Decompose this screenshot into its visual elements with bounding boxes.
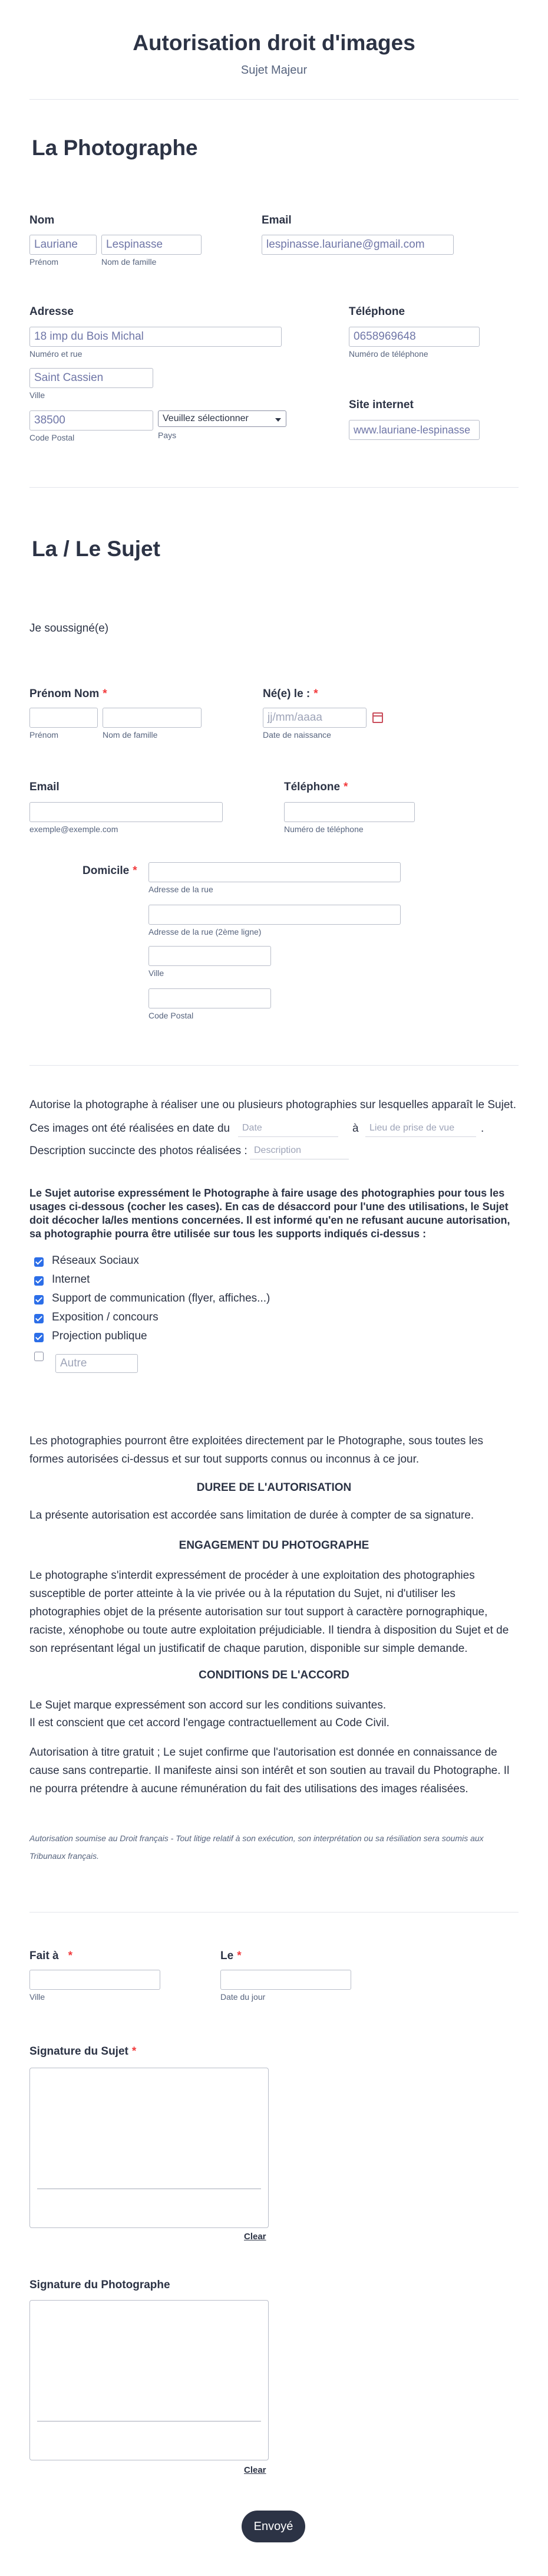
option-exposition-checkbox[interactable]	[34, 1314, 44, 1323]
conditions-para1: Les photographies pourront être exploitées directement par le Photographe, sous toutes les formes autorisées ci-dessus et sur tout supports connus ou inconnus à ce jour.	[29, 1435, 483, 1466]
photographe-first-name-hint: Prénom	[29, 257, 59, 267]
sujet-dob-label: Né(e) le : *	[263, 688, 318, 700]
sujet-email-hint: exemple@exemple.com	[29, 824, 118, 834]
photographe-nom-label: Nom	[29, 214, 55, 226]
autorisation-desc-placeholder: Description	[254, 1145, 302, 1155]
option-projection-checkbox[interactable]	[34, 1333, 44, 1342]
photographe-street-hint: Numéro et rue	[29, 349, 82, 359]
accord-line2: Il est conscient que cet accord l'engage contractuellement au Code Civil.	[29, 1717, 389, 1729]
accord-title: CONDITIONS DE L'ACCORD	[199, 1669, 349, 1681]
section-title-sujet: La / Le Sujet	[32, 537, 160, 561]
autorisation-lieu-input[interactable]	[365, 1121, 476, 1137]
sujet-email-input[interactable]	[29, 802, 223, 822]
autorisation-date-placeholder: Date	[242, 1123, 262, 1133]
autorisation-desc-input[interactable]	[250, 1143, 349, 1159]
sujet-postal-input[interactable]	[148, 988, 271, 1008]
sujet-intro: Je soussigné(e)	[29, 622, 109, 635]
sujet-email-label: Email	[29, 781, 60, 793]
photographe-city-input[interactable]: Saint Cassien	[29, 368, 153, 388]
sujet-phone-hint: Numéro de téléphone	[284, 824, 364, 834]
option-exposition-label: Exposition / concours	[52, 1311, 159, 1323]
duree-title: DUREE DE L'AUTORISATION	[196, 1481, 352, 1494]
photographe-adresse-label: Adresse	[29, 305, 74, 318]
legal-note: Autorisation soumise au Droit français - Tout litige relatif à son exécution, son interprétation ou sa résiliation sera soumis aux Tribunaux français.	[29, 1834, 484, 1861]
option-internet-label: Internet	[52, 1273, 90, 1286]
sujet-addr1-hint: Adresse de la rue	[148, 885, 213, 894]
sujet-postal-hint: Code Postal	[148, 1011, 194, 1020]
option-internet-checkbox[interactable]	[34, 1276, 44, 1286]
option-autre-checkbox[interactable]	[34, 1352, 44, 1361]
sujet-first-name-hint: Prénom	[29, 730, 59, 740]
option-autre-placeholder: Autre	[60, 1357, 87, 1369]
divider	[29, 487, 519, 488]
photographe-website-label: Site internet	[349, 399, 414, 411]
sujet-first-name-input[interactable]	[29, 708, 98, 728]
sujet-domicile-label: Domicile *	[82, 865, 137, 877]
divider	[29, 1912, 519, 1913]
photographe-country-value: Veuillez sélectionner	[163, 413, 249, 423]
photographe-email-input[interactable]: lespinasse.lauriane@gmail.com	[262, 235, 454, 255]
sujet-addr2-input[interactable]	[148, 905, 401, 925]
autorisation-date-input[interactable]	[238, 1121, 338, 1137]
sujet-addr2-hint: Adresse de la rue (2ème ligne)	[148, 927, 262, 937]
sujet-signature-pad[interactable]	[29, 2068, 269, 2228]
photographe-first-name-input[interactable]: Lauriane	[29, 235, 97, 255]
sujet-addr1-input[interactable]	[148, 862, 401, 882]
sujet-dob-hint: Date de naissance	[263, 730, 331, 740]
sujet-city-hint: Ville	[148, 968, 164, 978]
photographe-postal-hint: Code Postal	[29, 433, 75, 442]
autorisation-line2-suffix: .	[481, 1122, 484, 1135]
photographe-phone-input[interactable]: 0658969648	[349, 327, 480, 347]
le-input[interactable]	[220, 1970, 351, 1990]
photographe-signature-clear-button[interactable]: Clear	[244, 2465, 266, 2475]
chevron-down-icon	[274, 416, 282, 424]
option-support-checkbox[interactable]	[34, 1295, 44, 1305]
option-support-label: Support de communication (flyer, affiches...)	[52, 1292, 270, 1305]
sujet-phone-label: Téléphone *	[284, 781, 348, 793]
autorisation-bold-paragraph: Le Sujet autorise expressément le Photographe à faire usage des photographies pour tous les usages ci-dessous (cocher les cases). En cas de désaccord pour l'une des utilisations, le Sujet doit décocher la/les mentions concernées. Il est informé qu'en ne refusant aucune autorisation, sa photographie pourra être utilisée sur tous les supports indiqués ci-dessus :	[29, 1187, 510, 1240]
photographe-last-name-input[interactable]: Lespinasse	[101, 235, 202, 255]
photographe-country-hint: Pays	[158, 431, 177, 440]
photographe-postal-input[interactable]: 38500	[29, 410, 153, 431]
photographe-phone-hint: Numéro de téléphone	[349, 349, 428, 359]
fait-hint: Ville	[29, 1992, 45, 2002]
autorisation-lieu-placeholder: Lieu de prise de vue	[369, 1123, 455, 1133]
divider	[29, 99, 519, 100]
accord-line1: Le Sujet marque expressément son accord sur les conditions suivantes.	[29, 1699, 387, 1711]
duree-text: La présente autorisation est accordée sans limitation de durée à compter de sa signature.	[29, 1509, 474, 1522]
submit-button[interactable]: Envoyé	[242, 2511, 305, 2542]
section-title-photographe: La Photographe	[32, 136, 198, 160]
sujet-signature-clear-button[interactable]: Clear	[244, 2232, 266, 2242]
calendar-icon[interactable]	[372, 712, 383, 723]
option-projection-label: Projection publique	[52, 1330, 147, 1342]
le-label: Le *	[220, 1950, 242, 1962]
fait-input[interactable]	[29, 1970, 160, 1990]
sujet-last-name-hint: Nom de famille	[103, 730, 158, 740]
engagement-text: Le photographe s'interdit expressément de procéder à une exploitation des photographies susceptible de porter atteinte à la vie privée ou à la réputation du Sujet, ni d'utiliser les photographies objet de la présente autorisation sur tout support à caractère pornographique, raciste, xénophobe ou toute autre exploitation préjudiciable. Il tiendra à disposition du Sujet et de son représentant légal un justificatif de chaque parution, disponible sur simple demande.	[29, 1569, 509, 1655]
sujet-signature-label: Signature du Sujet *	[29, 2045, 137, 2058]
divider	[29, 1065, 519, 1066]
sujet-prenom-nom-label: Prénom Nom *	[29, 688, 107, 700]
option-reseaux-label: Réseaux Sociaux	[52, 1254, 139, 1267]
fait-label: Fait à *	[29, 1950, 73, 1962]
sujet-last-name-input[interactable]	[103, 708, 202, 728]
photographe-phone-label: Téléphone	[349, 305, 405, 318]
sujet-city-input[interactable]	[148, 946, 271, 966]
autorisation-desc-prefix: Description succincte des photos réalisées :	[29, 1145, 247, 1157]
autorisation-line2-mid: à	[352, 1122, 359, 1135]
option-reseaux-checkbox[interactable]	[34, 1257, 44, 1267]
photographe-last-name-hint: Nom de famille	[101, 257, 157, 267]
photographe-signature-label: Signature du Photographe	[29, 2279, 170, 2291]
photographe-country-select[interactable]	[158, 410, 286, 427]
sujet-dob-placeholder: jj/mm/aaaa	[268, 711, 322, 724]
photographe-email-label: Email	[262, 214, 292, 226]
le-hint: Date du jour	[220, 1992, 266, 2002]
sujet-phone-input[interactable]	[284, 802, 415, 822]
photographe-city-hint: Ville	[29, 390, 45, 400]
autorisation-line2-prefix: Ces images ont été réalisées en date du	[29, 1122, 230, 1135]
option-autre-input[interactable]	[55, 1354, 138, 1373]
autorisation-line1: Autorise la photographe à réaliser une ou plusieurs photographies sur lesquelles apparaît le Sujet.	[29, 1099, 516, 1111]
page-title: Autorisation droit d'images	[133, 31, 415, 55]
accord-para2: Autorisation à titre gratuit ; Le sujet confirme que l'autorisation est donnée en connaissance de cause sans contrepartie. Il manifeste ainsi son intérêt et son soutien au travail du Photographe. Il ne pourra prétendre à aucune rémunération du fait des utilisations des images réalisées.	[29, 1746, 510, 1795]
page-subtitle: Sujet Majeur	[240, 64, 308, 77]
photographe-signature-pad[interactable]	[29, 2300, 269, 2460]
photographe-street-input[interactable]: 18 imp du Bois Michal	[29, 327, 282, 347]
photographe-website-input[interactable]: www.lauriane-lespinasse	[349, 420, 480, 440]
engagement-title: ENGAGEMENT DU PHOTOGRAPHE	[179, 1539, 369, 1552]
sujet-dob-input[interactable]	[263, 708, 367, 728]
